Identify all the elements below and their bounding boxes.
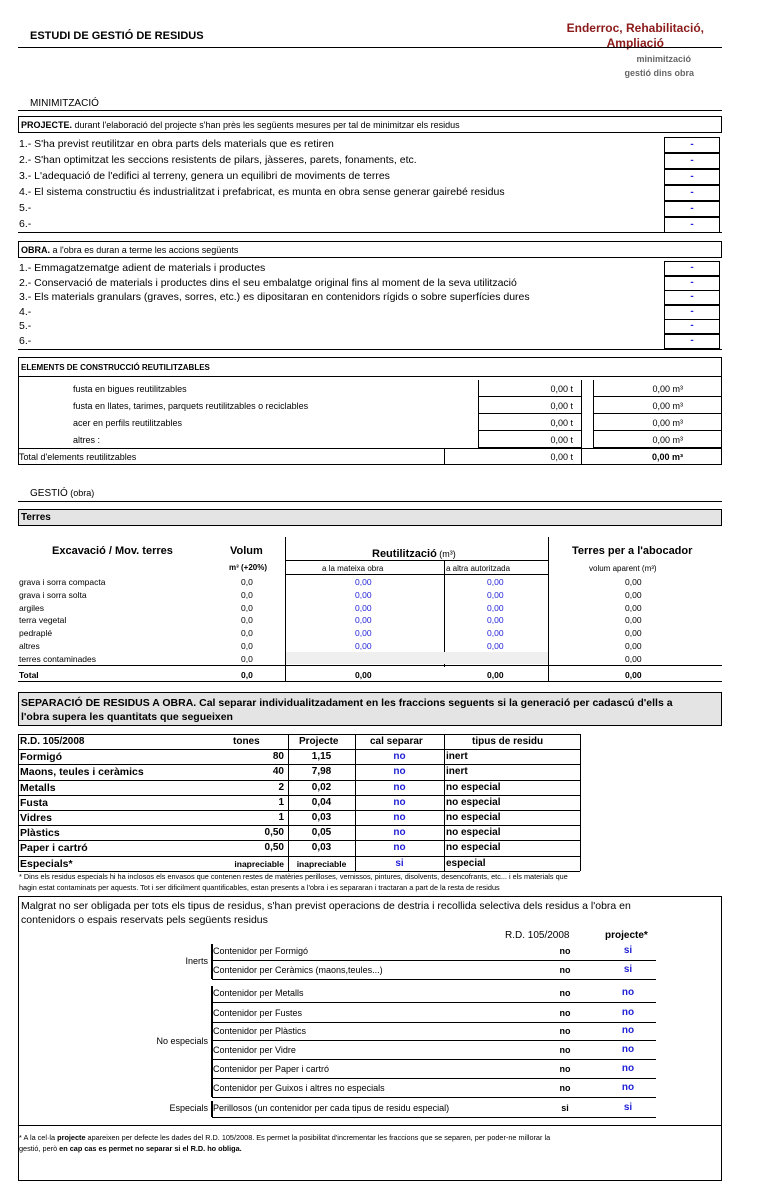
separacio-row-rule [18, 810, 580, 811]
header-sub1: minimització [636, 54, 691, 64]
contenidor-projecte[interactable]: no [621, 1044, 635, 1055]
terres-row-label: grava i sorra compacta [19, 577, 106, 587]
separacio-row-cal: no [393, 812, 406, 823]
contenidor-rd: no [559, 1026, 571, 1036]
elements-total-tones: 0,00 t [550, 452, 573, 462]
elements-col-divider [444, 448, 445, 465]
separacio-row-cal: no [393, 781, 406, 793]
projecte-item-text: 6.- [19, 218, 32, 230]
document-title: ESTUDI DE GESTIÓ DE RESIDUS [30, 30, 204, 42]
terres-row-volum: 0,0 [241, 628, 253, 639]
terres-row-abocador: 0,00 [625, 641, 642, 651]
contenidor-rd: no [559, 1083, 571, 1093]
terres-row-volum: 0,0 [241, 641, 253, 651]
col-altra: a altra autoritzada [446, 564, 511, 573]
separacio-row-projecte: 0,03 [311, 812, 332, 823]
minimitzacio-rule [18, 110, 722, 111]
separacio-row-tipus: especial [446, 857, 486, 869]
separacio-row-cal: no [393, 827, 406, 839]
element-label: fusta en bigues reutilitzables [73, 384, 187, 394]
obra-label: OBRA. [21, 245, 50, 255]
contenidor-rd: no [559, 1045, 571, 1055]
contenidors-col-projecte: projecte* [605, 930, 648, 941]
obra-item-value[interactable]: - [664, 261, 720, 276]
terres-row-abocador: 0,00 [625, 615, 642, 626]
separacio-heading-2: l'obra supera les quantitats que segueixen [21, 711, 233, 723]
separacio-row-tones: 1 [278, 796, 284, 808]
element-volume: 0,00 m³ [652, 418, 683, 428]
projecte-item-value[interactable]: - [664, 185, 720, 201]
separacio-col-rule [444, 734, 445, 871]
gestio-title: GESTIÓ [30, 488, 68, 499]
terres-row-mateixa: 0,00 [355, 602, 372, 613]
obra-item-text: 4.- [19, 305, 32, 318]
separacio-col-rule [18, 734, 19, 871]
separacio-row-projecte: 1,15 [311, 751, 332, 763]
terres-row-label: grava i sorra solta [19, 589, 87, 600]
contenidors-intro-2: contenidors o espais reservats pels següents residus [21, 914, 268, 926]
separacio-row-rule [18, 856, 580, 857]
terres-total-rule-top [18, 665, 722, 666]
terres-row-label: terra vegetal [19, 615, 67, 626]
elements-right-border [721, 377, 722, 465]
contenidor-projecte[interactable]: no [621, 987, 635, 998]
terres-bar [18, 509, 722, 526]
element-tones: 0,00 t [550, 384, 573, 394]
separacio-heading-1: SEPARACIÓ DE RESIDUS A OBRA. Cal separar individualitzadament en les fraccions seguents si la generació per cadascú d'ells a [21, 697, 673, 709]
contenidor-group-name: No especials [156, 1036, 208, 1046]
projecte-item-value[interactable]: - [664, 153, 720, 169]
obra-item-text: 3.- Els materials granulars (graves, sorres, etc.) es dipositaran en contenidors rígids o sobre superfícies dures [19, 291, 530, 303]
separacio-row-label: Metalls [20, 781, 56, 794]
contenidor-label: Contenidor per Guixos i altres no especials [213, 1083, 385, 1093]
separacio-row-rule [18, 825, 580, 826]
separacio-row-label: Vidres [20, 812, 52, 824]
separacio-row-tipus: inert [446, 766, 468, 778]
obra-item-value[interactable]: - [664, 305, 720, 320]
projecte-item-value[interactable]: - [664, 217, 720, 233]
contenidor-row-rule [212, 1059, 656, 1060]
obra-item-value[interactable]: - [664, 334, 720, 349]
terres-row-abocador: 0,00 [625, 602, 642, 613]
separacio-row-tipus: no especial [446, 827, 501, 839]
contenidor-row-rule [212, 1040, 656, 1041]
terres-row-volum: 0,0 [241, 653, 253, 664]
obra-item-text: 6.- [19, 334, 32, 347]
separacio-row-tones: 80 [272, 751, 284, 763]
separacio-row-tones: 1 [278, 812, 284, 823]
elements-col-divider [478, 380, 479, 448]
contenidor-label: Contenidor per Paper i cartró [213, 1064, 330, 1074]
col-reutilitzacio-unit: (m³) [436, 549, 456, 559]
col-volum-unit: m³ (+20%) [229, 563, 268, 572]
terres-row-label: pedraplé [19, 628, 53, 639]
contenidor-rd: no [559, 1064, 571, 1074]
separacio-row-label: Fusta [20, 796, 49, 809]
terres-row-altra: 0,00 [487, 641, 504, 651]
terres-total-rule-bottom [18, 681, 722, 682]
section-heading-minimitzacio: MINIMITZACIÓ [30, 98, 99, 109]
separacio-row-tones: 0,50 [264, 842, 284, 854]
projecte-item-value[interactable]: - [664, 169, 720, 185]
terres-row-volum: 0,0 [241, 615, 253, 626]
project-type-line2: Ampliació [606, 36, 664, 50]
obra-text: a l'obra es duran a terme les accions següents [50, 245, 239, 255]
separacio-row-rule [18, 780, 580, 781]
contenidor-rd: si [561, 1103, 569, 1113]
elements-total-volume: 0,00 m³ [651, 452, 683, 462]
projecte-item-text: 1.- S'ha previst reutilitzar en obra parts dels materials que es retiren [19, 138, 334, 150]
contenidor-rd: no [559, 988, 571, 998]
terres-divider-3 [548, 537, 549, 681]
contenidor-label: Contenidor per Vidre [213, 1045, 296, 1055]
terres-row-abocador: 0,00 [625, 589, 642, 600]
projecte-label: PROJECTE. [21, 120, 73, 130]
separacio-row-tipus: no especial [446, 796, 501, 808]
obra-header [21, 245, 238, 255]
element-tones: 0,00 t [550, 401, 573, 411]
separacio-row-tipus: no especial [446, 781, 501, 793]
terres-total-abocador: 0,00 [625, 670, 642, 680]
projecte-item-text: 4.- El sistema constructiu és industrialitzat i prefabricat, es munta en obra sense generar gairebé residus [19, 186, 505, 198]
separacio-row-projecte: 0,05 [311, 827, 332, 839]
element-row-rule [593, 430, 722, 431]
gestio-subtitle: (obra) [67, 488, 95, 498]
obra-item-value[interactable]: - [664, 276, 720, 291]
projecte-item-text: 5.- [19, 202, 32, 214]
footnote-line2-b: en cap cas es permet no separar si el R.D. ho obliga. [59, 1144, 242, 1153]
contenidor-projecte[interactable]: si [623, 964, 633, 975]
elements-total-rule [18, 448, 722, 449]
contenidors-intro-1: Malgrat no ser obligada per tots els tipus de residus, s'han previst operacions de destria i recollida selectiva dels residus a l'obra en [21, 900, 631, 912]
terres-row-label: terres contaminades [19, 653, 97, 664]
terres-row-mateixa: 0,00 [355, 641, 372, 651]
contenidor-label: Contenidor per Plàstics [213, 1026, 307, 1036]
separacio-row-tones: inapreciable [234, 858, 284, 869]
terres-row-mateixa: 0,00 [355, 615, 372, 626]
contenidor-projecte[interactable]: no [621, 1063, 635, 1074]
contenidor-rd: no [559, 965, 571, 975]
contenidor-group-bracket [211, 944, 213, 979]
element-row-rule [478, 396, 581, 397]
separacio-row-projecte: 0,03 [311, 842, 332, 854]
contenidor-group-bracket [211, 1101, 213, 1117]
element-label: altres : [73, 435, 101, 445]
footnote-part-c: apareixen per defecte les dades del R.D. 105/2008. Es permet la posibilitat d'incrementar les fraccions que se separen, per poder-ne millorar la [85, 1133, 551, 1142]
separacio-note-1: * Dins els residus especials hi ha inclosos els envasos que contenen restes de matèries perilloses, vernissos, pintures, disolvents, desencofrants, etc... i els materials que [19, 872, 568, 881]
contenidor-label: Contenidor per Fustes [213, 1008, 303, 1018]
element-volume: 0,00 m³ [652, 384, 683, 394]
contenidors-col-rd: R.D. 105/2008 [505, 930, 570, 941]
contenidor-row-rule [212, 979, 656, 980]
terres-total-altra: 0,00 [487, 670, 504, 680]
contenidor-label: Perillosos (un contenidor per cada tipus de residu especial) [213, 1103, 450, 1113]
footnote-line2-a: gestió, però [19, 1144, 60, 1153]
col-reutilitzacio-label: Reutilització [372, 548, 437, 560]
terres-row-mateixa: 0,00 [355, 577, 372, 587]
separacio-row-tones: 0,50 [264, 827, 284, 839]
project-type-line1: Enderroc, Rehabilitació, [566, 21, 704, 35]
terres-total-volum: 0,0 [241, 670, 253, 680]
separacio-row-projecte: 0,02 [311, 781, 332, 793]
terres-total-label: Total [19, 670, 39, 680]
contenidor-row-rule [212, 1078, 656, 1079]
col-mateixa: a la mateixa obra [322, 564, 384, 573]
contenidors-footnote-2 [19, 1144, 242, 1153]
gestio-heading [30, 488, 94, 499]
col-abocador-unit: volum aparent (m³) [589, 564, 657, 573]
contenidor-rd: no [559, 946, 571, 956]
separacio-row-projecte: 0,04 [311, 796, 332, 808]
separacio-col-cal: cal separar [370, 736, 423, 747]
header-sub2: gestió dins obra [624, 68, 694, 78]
separacio-col-rule [580, 734, 581, 871]
separacio-row-label: Formigó [20, 751, 62, 764]
contenidors-footnote-1 [19, 1133, 550, 1142]
terres-row-altra: 0,00 [487, 589, 504, 600]
footnote-part-a: * A la cel·la [19, 1133, 58, 1142]
separacio-row-tipus: no especial [446, 842, 501, 854]
header-rule [18, 47, 722, 48]
terres-contaminades-shade [286, 652, 548, 664]
contenidor-group-name: Inerts [185, 956, 208, 966]
element-volume: 0,00 m³ [652, 401, 683, 411]
terres-row-volum: 0,0 [241, 602, 253, 613]
contenidor-row-rule [212, 1022, 656, 1023]
separacio-row-cal: no [393, 766, 406, 778]
footnote-part-b: projecte [57, 1133, 86, 1142]
col-abocador: Terres per a l'abocador [572, 545, 693, 557]
element-row-rule [593, 413, 722, 414]
separacio-row-rule [18, 749, 580, 750]
terres-row-altra: 0,00 [487, 628, 504, 639]
terres-header-rule-2 [285, 574, 548, 575]
separacio-row-cal: no [393, 842, 406, 854]
gestio-rule [18, 501, 722, 502]
contenidors-footnote-rule [18, 1125, 722, 1126]
terres-total-mateixa: 0,00 [355, 670, 372, 680]
contenidor-label: Contenidor per Ceràmics (maons,teules...) [213, 965, 383, 975]
separacio-row-cal: si [395, 857, 404, 869]
obra-bottom-rule [18, 349, 722, 350]
projecte-item-value[interactable]: - [664, 201, 720, 217]
element-label: acer en perfils reutilitzables [73, 418, 183, 428]
contenidor-row-rule [212, 1117, 656, 1118]
element-tones: 0,00 t [550, 435, 573, 445]
element-row-rule [593, 396, 722, 397]
elements-col-divider [581, 380, 582, 465]
separacio-col-tipus: tipus de residu [472, 736, 544, 747]
elements-bottom-rule [18, 464, 722, 465]
contenidor-projecte[interactable]: no [621, 1007, 635, 1018]
elements-heading: ELEMENTS DE CONSTRUCCIÓ REUTILITZABLES [21, 363, 210, 372]
separacio-row-projecte: 7,98 [311, 766, 332, 778]
projecte-item-value[interactable]: - [664, 137, 720, 153]
obra-item-value[interactable]: - [664, 290, 720, 305]
obra-item-text: 1.- Emmagatzematge adient de materials i productes [19, 262, 266, 274]
contenidor-rd: no [559, 1008, 571, 1018]
separacio-row-cal: no [393, 751, 406, 763]
element-label: fusta en llates, tarimes, parquets reutilitzables o reciclables [73, 401, 309, 411]
separacio-row-label: Paper i cartró [20, 842, 88, 855]
terres-row-label: altres [19, 641, 40, 651]
contenidor-label: Contenidor per Formigó [213, 946, 309, 956]
separacio-row-tipus: inert [446, 751, 468, 763]
projecte-item-text: 2.- S'han optimitzat les seccions resistents de pilars, jàsseres, parets, fonaments, etc. [19, 154, 417, 166]
separacio-row-projecte: inapreciable [296, 858, 347, 869]
elements-col-divider [593, 380, 594, 448]
terres-row-altra: 0,00 [487, 602, 504, 613]
terres-row-abocador: 0,00 [625, 628, 642, 639]
separacio-row-rule [18, 795, 580, 796]
element-row-rule [478, 430, 581, 431]
contenidor-projecte[interactable]: no [621, 1082, 635, 1093]
contenidor-group-bracket [211, 986, 213, 1097]
separacio-row-label: Especials* [20, 857, 73, 870]
terres-row-mateixa: 0,00 [355, 589, 372, 600]
obra-item-text: 2.- Conservació de materials i productes dins el seu embalatge original fins al moment de la seva utilització [19, 276, 517, 289]
separacio-row-rule [18, 734, 580, 735]
col-volum: Volum [230, 545, 263, 557]
terres-divider-2 [444, 560, 445, 667]
terres-heading: Terres [21, 512, 51, 523]
col-excavacio: Excavació / Mov. terres [52, 545, 173, 557]
separacio-row-cal: no [393, 796, 406, 808]
element-volume: 0,00 m³ [652, 435, 683, 445]
separacio-col-rd: R.D. 105/2008 [20, 736, 85, 747]
projecte-text: durant l'elaboració del projecte s'han près les següents mesures per tal de minimitzar els residus [72, 120, 460, 130]
terres-row-abocador: 0,00 [625, 577, 642, 587]
element-row-rule [478, 413, 581, 414]
terres-row-volum: 0,0 [241, 577, 253, 587]
contenidor-projecte[interactable]: si [623, 1102, 633, 1113]
separacio-row-tones: 2 [278, 781, 284, 793]
terres-row-altra: 0,00 [487, 577, 504, 587]
projecte-header [21, 120, 460, 130]
contenidor-label: Contenidor per Metalls [213, 988, 304, 998]
terres-header-rule [285, 560, 548, 561]
separacio-row-tipus: no especial [446, 812, 501, 823]
separacio-col-tones: tones [233, 736, 260, 747]
separacio-note-2: hagin estat contaminats per aquests. Tot i ser dificilment quantificables, estan presents a l'obra i es separaran i tractaran a part de la resta de residus [19, 883, 500, 892]
contenidor-row-rule [212, 1002, 656, 1003]
terres-row-mateixa: 0,00 [355, 628, 372, 639]
separacio-row-tones: 40 [272, 766, 284, 778]
separacio-col-projecte: Projecte [299, 736, 339, 747]
obra-item-text: 5.- [19, 320, 32, 332]
separacio-row-rule [18, 764, 580, 765]
terres-row-altra: 0,00 [487, 615, 504, 626]
contenidor-projecte[interactable]: si [623, 945, 633, 956]
contenidor-projecte[interactable]: no [621, 1025, 635, 1036]
element-tones: 0,00 t [550, 418, 573, 428]
terres-row-abocador: 0,00 [625, 653, 642, 664]
contenidor-row-rule [212, 960, 656, 961]
terres-row-label: argiles [19, 602, 45, 613]
separacio-row-rule [18, 840, 580, 841]
separacio-row-label: Maons, teules i ceràmics [20, 766, 144, 779]
terres-row-volum: 0,0 [241, 589, 253, 600]
contenidor-group-name: Especials [169, 1103, 208, 1113]
elements-total-label: Total d'elements reutilitzables [19, 452, 137, 462]
projecte-item-text: 3.- L'adequació de l'edifici al terreny, genera un equilibri de moviments de terres [19, 170, 390, 182]
projecte-bottom-rule [18, 232, 722, 233]
obra-item-value[interactable]: - [664, 319, 720, 334]
separacio-row-label: Plàstics [20, 827, 60, 840]
contenidor-row-rule [212, 1097, 656, 1098]
